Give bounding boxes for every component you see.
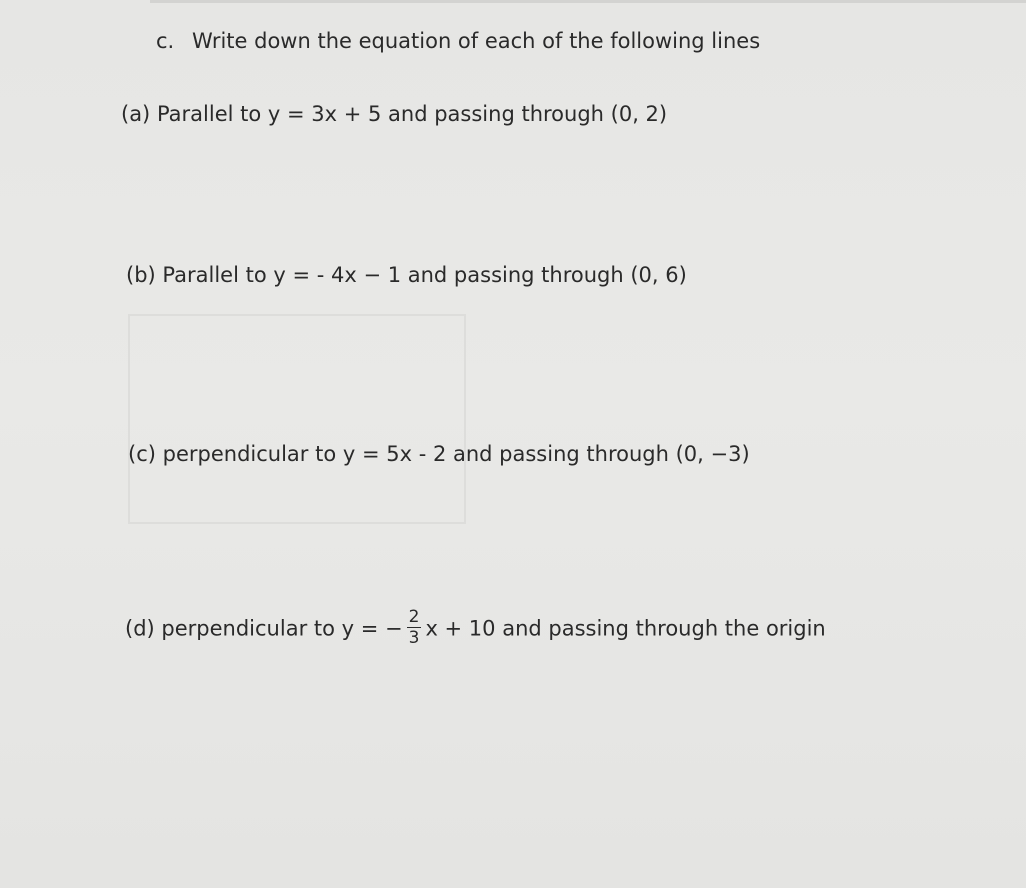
- faint-outline: [128, 314, 466, 524]
- question-c-label: (c): [128, 442, 156, 466]
- fraction: [407, 607, 422, 648]
- fraction-denominator: 3: [408, 628, 420, 648]
- paper-edge: [150, 0, 1026, 3]
- question-c: [128, 441, 750, 467]
- question-b-text: Parallel to y = - 4x − 1 and passing through (0, 6): [162, 263, 687, 287]
- question-d: [125, 609, 826, 650]
- instruction-text: Write down the equation of each of the following lines: [192, 29, 761, 53]
- question-a-text: Parallel to y = 3x + 5 and passing through (0, 2): [156, 102, 668, 126]
- fraction-numerator: 2: [408, 607, 420, 627]
- question-b: [126, 262, 687, 288]
- question-a-label: (a): [121, 102, 151, 126]
- question-d-label: (d): [125, 616, 155, 641]
- question-c-text: perpendicular to y = 5x - 2 and passing through (0, −3): [162, 442, 750, 466]
- question-b-label: (b): [126, 263, 156, 287]
- question-a: [121, 101, 667, 127]
- instruction-line: [156, 28, 760, 54]
- question-d-text-before: perpendicular to y = −: [161, 616, 403, 641]
- question-d-text-after: x + 10 and passing through the origin: [425, 616, 826, 641]
- section-label: c.: [156, 29, 175, 53]
